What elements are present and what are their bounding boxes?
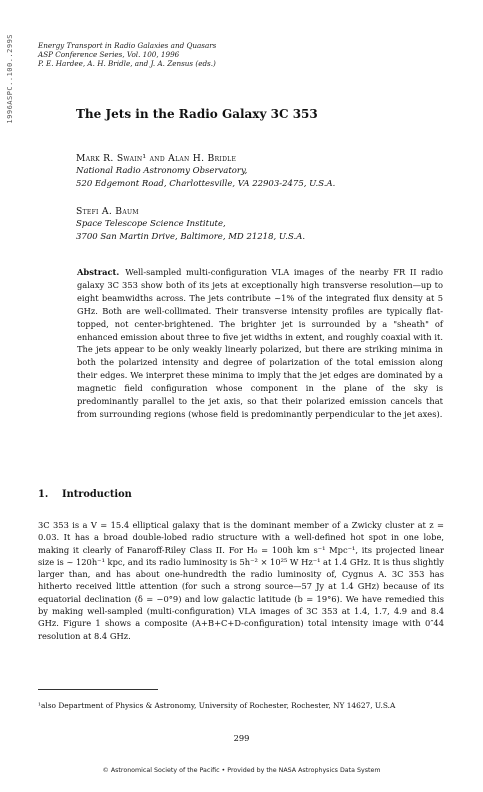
running-head	[38, 41, 216, 68]
section-title: Introduction	[62, 489, 132, 500]
section-heading	[38, 489, 132, 500]
affiliation-line: Space Telescope Science Institute,	[76, 219, 226, 229]
footnote: ¹also Department of Physics & Astronomy, University of Rochester, Rochester, NY 14627, U.S.A	[38, 701, 396, 710]
intro-paragraph: 3C 353 is a V = 15.4 elliptical galaxy that is the dominant member of a Zwicky cluster at z = 0.03. It has a broad double-lobed radio structure with a well-defined hot spot in one lobe, making it clearly of Fanaroff-Riley Class II. For H₀ = 100h km s⁻¹ Mpc⁻¹, its projected linear size is ~ 120h⁻¹ kpc, and its radio luminosity is 5h⁻² × 10²⁵ W Hz⁻¹ at 1.4 GHz. It is thus slightly larger than, and has about one-hundredth the radio luminosity of, Cygnus A. 3C 353 has hitherto received little attention (for such a strong source—57 Jy at 1.4 GHz) because of its equatorial declination (δ = −0°9) and low galactic latitude (b = 19°6). We have remedied this by making well-sampled (multi-configuration) VLA images of 3C 353 at 1.4, 1.7, 4.9 and 8.4 GHz. Figure 1 shows a composite (A+B+C+D-configuration) total intensity image with 0″44 resolution at 8.4 GHz.	[38, 520, 444, 641]
paper-title: The Jets in the Radio Galaxy 3C 353	[76, 107, 318, 121]
running-head-line: Energy Transport in Radio Galaxies and Quasars	[38, 41, 217, 50]
footnote-rule	[38, 689, 158, 690]
bibcode-sidebar: 1996ASPC..100..299S	[6, 34, 14, 124]
running-head-line: ASP Conference Series, Vol. 100, 1996	[38, 50, 180, 59]
affiliation-line: 3700 San Martin Drive, Baltimore, MD 21218, U.S.A.	[76, 231, 306, 242]
author-line-1: Mark R. Swain¹ and Alan H. Bridle	[76, 153, 237, 164]
affiliation-line: 520 Edgemont Road, Charlottesville, VA 22903-2475, U.S.A.	[76, 178, 336, 189]
abstract	[77, 266, 443, 421]
author-line-2: Stefi A. Baum	[76, 206, 139, 217]
affiliation-1	[76, 165, 335, 190]
abstract-label: Abstract.	[77, 267, 120, 277]
abstract-text: Well-sampled multi-configuration VLA images of the nearby FR II radio galaxy 3C 353 show both of its jets at exceptionally high transverse resolution—up to eight beamwidths across. The jets contribute ~1% of the integrated flux density at 5 GHz. Both are well-collimated. Their transverse intensity profiles are typically flat-topped, not center-brightened. The brighter jet is surrounded by a "sheath" of enhanced emission about three to five jet widths in extent, and roughly coaxial with it. The jets appear to be only weakly linearly polarized, but there are striking minima in both the polarized intensity and degree of polarization of the total emission along their edges. We interpret these minima to imply that the jet edges are dominated by a magnetic field configuration whose component in the plane of the sky is predominantly parallel to the jet axis, so that their polarized emission cancels that from surrounding regions (whose field is predominantly perpendicular to the jet axes).	[77, 267, 443, 419]
section-number: 1.	[38, 489, 49, 500]
affiliation-2	[76, 218, 305, 243]
running-head-line: P. E. Hardee, A. H. Bridle, and J. A. Zensus (eds.)	[38, 59, 216, 68]
ads-footer: © Astronomical Society of the Pacific • Provided by the NASA Astrophysics Data System	[102, 767, 381, 774]
affiliation-line: National Radio Astronomy Observatory,	[76, 166, 248, 176]
page-number: 299	[233, 733, 250, 743]
